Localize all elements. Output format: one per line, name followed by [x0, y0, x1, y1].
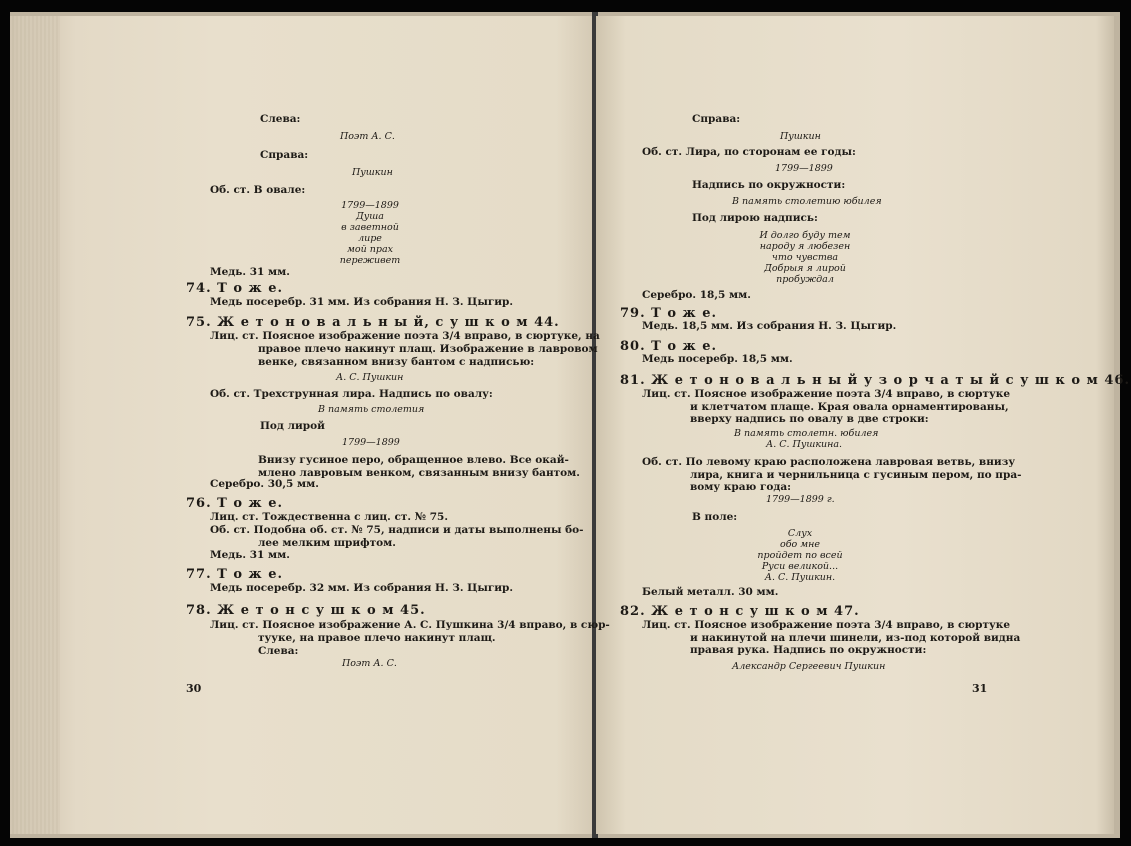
entry-77-text: Медь посеребр. 32 мм. Из собрания Н. З. Цыгир.	[210, 582, 514, 594]
verse-line: И долго буду тем	[759, 230, 851, 241]
entry-81-material: Белый металл. 30 мм.	[642, 586, 779, 598]
entry-75-inscription: В память столетия	[318, 404, 425, 415]
entry-81-text: вому краю года:	[690, 481, 792, 493]
entry-82-text: и накинутой на плечи шинели, из-под которой видна	[690, 632, 1021, 644]
entry-75-text: млено лавровым венком, связанным внизу бантом.	[258, 467, 580, 479]
entry-80-title: 80. Т о ж е.	[620, 339, 717, 354]
entry-81-text: Лиц. ст. Поясное изображение поэта 3/4 вправо, в сюртуке	[642, 388, 1011, 400]
verse-line: обо мне	[779, 539, 820, 550]
verse-line: мой прах	[347, 244, 393, 255]
verse-line: пройдет по всей	[757, 550, 843, 561]
inscription-pushkin: Пушкин	[352, 167, 393, 178]
entry-78-text: Лиц. ст. Поясное изображение А. С. Пушкина 3/4 вправо, в сюр-	[210, 619, 610, 631]
verse-line: А. С. Пушкин.	[764, 572, 836, 583]
obverse-line: Об. ст. В овале:	[210, 184, 306, 196]
page-number-right: 31	[972, 682, 988, 695]
entry-75-text: венке, связанном внизу бантом с надписью:	[258, 356, 535, 368]
entry-75-material: Серебро. 30,5 мм.	[210, 478, 319, 490]
inscription-poet: Поэт А. С.	[340, 131, 395, 142]
entry-81-text: вверху надпись по овалу в две строки:	[690, 413, 929, 425]
entry-74-title: 74. Т о ж е.	[186, 281, 283, 296]
entry-82-text: Лиц. ст. Поясное изображение поэта 3/4 вправо, в сюртуке	[642, 619, 1011, 631]
entry-76-text: лее мелким шрифтом.	[258, 537, 396, 549]
verse-line: переживет	[339, 255, 401, 266]
years-line: 1799—1899	[775, 163, 833, 174]
verse-line: Душа	[356, 211, 384, 222]
entry-75-inscription: А. С. Пушкин	[336, 372, 404, 383]
entry-79-title: 79. Т о ж е.	[620, 306, 717, 321]
verse-line: народу я любезен	[759, 241, 851, 252]
entry-75-years: 1799—1899	[342, 437, 400, 448]
entry-75-text: Лиц. ст. Поясное изображение поэта 3/4 вправо, в сюртуке, на	[210, 330, 600, 342]
entry-75-text: Об. ст. Трехструнная лира. Надпись по овалу:	[210, 388, 493, 400]
entry-76-text: Медь. 31 мм.	[210, 549, 290, 561]
verse-line: Слух	[787, 528, 813, 539]
page-number-left: 30	[186, 682, 202, 695]
inscription-pushkin: Пушкин	[780, 131, 821, 142]
entry-78-inscription: Поэт А. С.	[342, 658, 397, 669]
inscription-line: В память столетию юбилея	[732, 196, 882, 207]
entry-81-text: В поле:	[692, 511, 738, 523]
entry-75-text: Внизу гусиное перо, обращенное влево. Все окай-	[258, 454, 569, 466]
verse-line: Добрыя я лирой	[764, 263, 846, 274]
entry-82-title: 82. Ж е т о н с у ш к о м 47.	[620, 604, 860, 619]
material-line: Медь. 31 мм.	[210, 266, 290, 278]
entry-79-text: Медь. 18,5 мм. Из собрания Н. З. Цыгир.	[642, 320, 897, 332]
entry-81-text: лира, книга и чернильница с гусиным пером, по пра-	[690, 469, 1022, 481]
entry-81-text: и клетчатом плаще. Края овала орнаментированы,	[690, 401, 1009, 413]
entry-75-title: 75. Ж е т о н о в а л ь н ы й, с у ш к о м 44.	[186, 315, 560, 330]
entry-77-title: 77. Т о ж е.	[186, 567, 283, 582]
entry-81-title: 81. Ж е т о н о в а л ь н ы й у з о р ч а т ы й с у ш к о м 46.	[620, 373, 1130, 388]
verse-line: лире	[358, 233, 382, 244]
entry-80-text: Медь посеребр. 18,5 мм.	[642, 353, 793, 365]
entry-81-inscription: В память столетн. юбилея	[734, 428, 879, 439]
entry-81-text: Об. ст. По левому краю расположена лавровая ветвь, внизу	[642, 456, 1016, 468]
label-sprava: Справа:	[260, 149, 309, 161]
text-line: Надпись по окружности:	[692, 179, 846, 191]
obverse-line: Об. ст. Лира, по сторонам ее годы:	[642, 146, 856, 158]
entry-78-text: Слева:	[258, 645, 299, 657]
entry-81-inscription: А. С. Пушкина.	[766, 439, 843, 450]
entry-82-text: правая рука. Надпись по окружности:	[690, 644, 927, 656]
entry-82-inscription: Александр Сергеевич Пушкин	[732, 661, 886, 672]
verse-line: Руси великой...	[761, 561, 839, 572]
verse-line: 1799—1899	[341, 200, 399, 211]
entry-75-text: Под лирой	[260, 420, 325, 432]
entry-76-text: Об. ст. Подобна об. ст. № 75, надписи и даты выполнены бо-	[210, 524, 584, 536]
entry-74-text: Медь посеребр. 31 мм. Из собрания Н. З. Цыгир.	[210, 296, 514, 308]
entry-75-text: правое плечо накинут плащ. Изображение в лавровом	[258, 343, 598, 355]
verse-line: в заветной	[341, 222, 399, 233]
entry-78-title: 78. Ж е т о н с у ш к о м 45.	[186, 603, 426, 618]
verse-line: пробуждал	[776, 274, 834, 285]
page-edges	[10, 16, 60, 834]
entry-78-text: тууке, на правое плечо накинут плащ.	[258, 632, 496, 644]
open-book	[10, 12, 1120, 838]
label-sprava: Справа:	[692, 113, 741, 125]
text-line: Под лирою надпись:	[692, 212, 818, 224]
verse-line: что чувства	[771, 252, 839, 263]
entry-76-title: 76. Т о ж е.	[186, 496, 283, 511]
material-line: Серебро. 18,5 мм.	[642, 289, 751, 301]
entry-81-years: 1799—1899 г.	[766, 494, 835, 505]
label-sleva: Слева:	[260, 113, 301, 125]
entry-76-text: Лиц. ст. Тождественна с лиц. ст. № 75.	[210, 511, 449, 523]
